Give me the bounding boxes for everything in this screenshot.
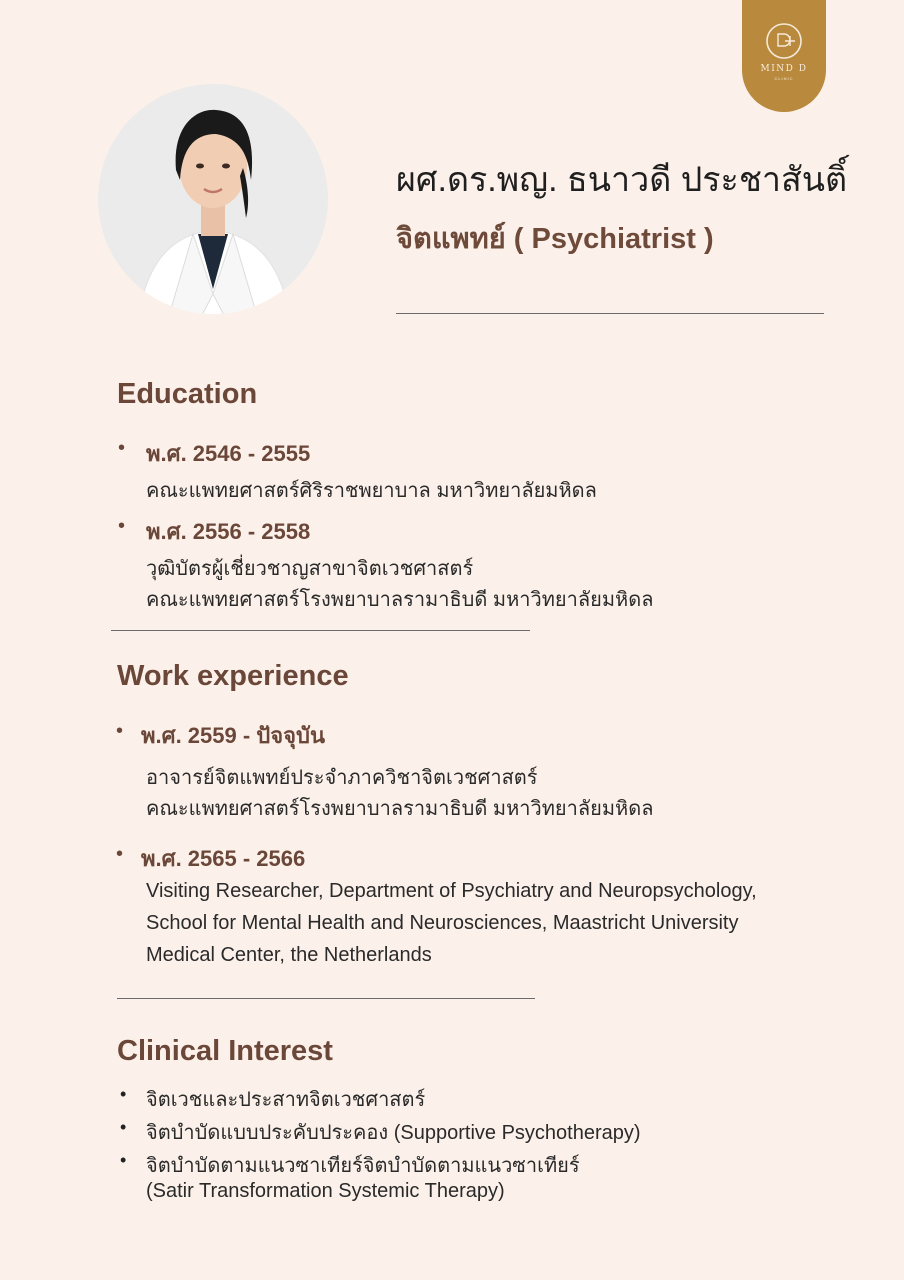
- clinical-item: จิตเวชและประสาทจิตเวชศาสตร์: [146, 1089, 426, 1111]
- bullet-dot: •: [120, 1084, 127, 1104]
- doctor-role: จิตแพทย์ ( Psychiatrist ): [396, 223, 714, 255]
- education-detail: วุฒิบัตรผู้เชี่ยวชาญสาขาจิตเวชศาสตร์: [146, 558, 474, 580]
- bullet-dot: •: [116, 720, 124, 742]
- bullet-dot: •: [118, 515, 126, 537]
- education-years: พ.ศ. 2546 - 2555: [146, 441, 311, 466]
- work-detail: อาจารย์จิตแพทย์ประจำภาควิชาจิตเวชศาสตร์: [146, 767, 538, 789]
- bullet-dot: •: [120, 1117, 127, 1137]
- doctor-name: ผศ.ดร.พญ. ธนาวดี ประชาสันติ์: [396, 161, 848, 199]
- section-divider: [117, 998, 535, 999]
- education-heading: Education: [117, 378, 258, 410]
- bullet-dot: •: [116, 843, 124, 865]
- section-divider: [111, 630, 530, 631]
- work-heading: Work experience: [117, 660, 349, 692]
- profile-photo: [98, 84, 328, 314]
- work-detail: School for Mental Health and Neurosciences, Maastricht University: [146, 912, 739, 934]
- clinical-item: จิตบำบัดแบบประคับประคอง (Supportive Psychotherapy): [146, 1122, 641, 1144]
- work-detail: คณะแพทยศาสตร์โรงพยาบาลรามาธิบดี มหาวิทยาลัยมหิดล: [146, 798, 654, 820]
- work-detail: Visiting Researcher, Department of Psychiatry and Neuropsychology,: [146, 880, 757, 902]
- education-years: พ.ศ. 2556 - 2558: [146, 519, 311, 544]
- education-detail: คณะแพทยศาสตร์ศิริราชพยาบาล มหาวิทยาลัยมหิดล: [146, 480, 597, 502]
- clinical-heading: Clinical Interest: [117, 1035, 333, 1067]
- clinical-item: จิตบำบัดตามแนวซาเทียร์จิตบำบัดตามแนวซาเทียร์: [146, 1155, 580, 1177]
- bullet-dot: •: [120, 1150, 127, 1170]
- work-detail: Medical Center, the Netherlands: [146, 944, 432, 966]
- header-divider: [396, 313, 824, 314]
- work-years: พ.ศ. 2565 - 2566: [141, 846, 306, 871]
- logo-sub-text: CLINIC: [774, 76, 794, 81]
- work-years: พ.ศ. 2559 - ปัจจุบัน: [141, 723, 326, 748]
- bullet-dot: •: [118, 437, 126, 459]
- logo-brand-text: MIND D: [760, 64, 808, 74]
- education-detail: คณะแพทยศาสตร์โรงพยาบาลรามาธิบดี มหาวิทยาลัยมหิดล: [146, 589, 654, 611]
- clinical-item: (Satir Transformation Systemic Therapy): [146, 1180, 505, 1202]
- clinic-logo: [742, 0, 826, 112]
- logo-emblem-icon: [765, 22, 803, 60]
